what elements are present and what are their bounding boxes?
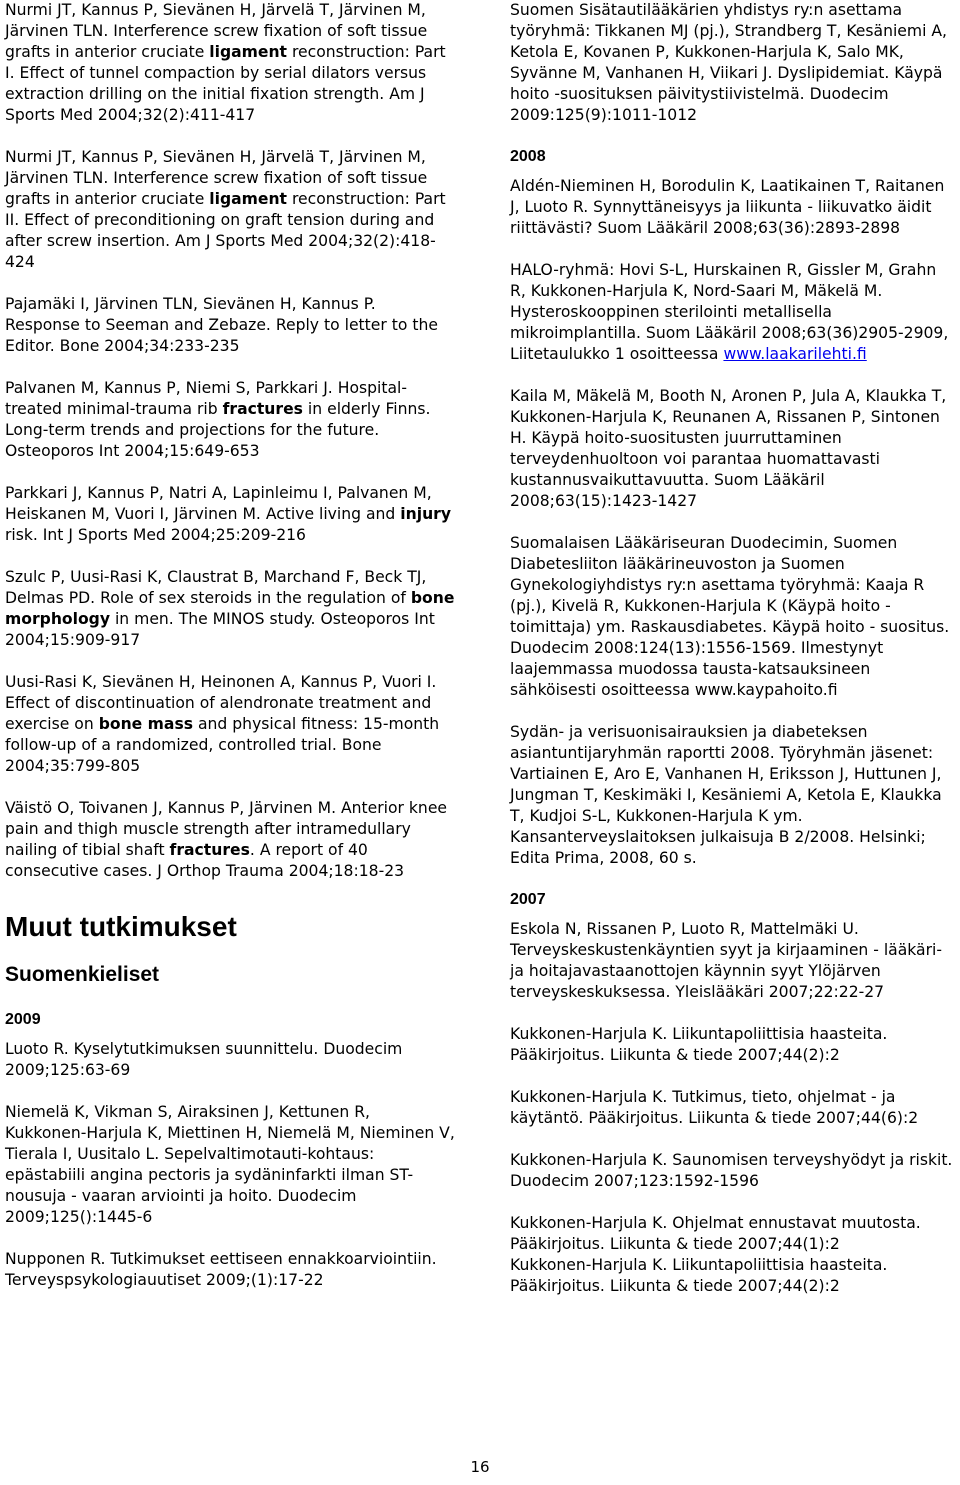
reference-text: Kaila M, Mäkelä M, Booth N, Aronen P, Jula A, Klaukka T, Kukkonen-Harjula K, Reunanen A, Rissanen P, Sintonen H. Käypä hoito-suositusten juurruttaminen terveydenhuoltoon voi parantaa huomattavasti kustannusvaikuttavuutta. Suom Lääkäril 2008;63(15):1423-1427 [510,387,952,510]
reference-text: Nupponen R. Tutkimukset eettiseen ennakkoarviointiin. Terveyspsykologiauutiset 2009;(1):17-22 [5,1250,442,1289]
highlighted-term: fractures [169,841,250,859]
reference-text: Eskola N, Rissanen P, Luoto R, Mattelmäki U. Terveyskeskustenkäyntien syyt ja kirjaaminen - lääkäri- ja hoitajavastaanottojen käynnin syyt Ylöjärven terveyskeskuksessa. Yleislääkäri 2007;22:22-27 [510,920,947,1001]
reference-entry [510,1213,955,1297]
reference-entry [510,176,955,239]
reference-text: Suomen Sisätautilääkärien yhdistys ry:n asettama työryhmä: Tikkanen MJ (pj.), Strandberg T, Kesäniemi A, Ketola E, Kovanen P, Kukkonen-Harjula K, Salo MK, Syvänne M, Vanhanen H, Viikari J. Dyslipidemiat. Käypä hoito -suosituksen päivitystiivistelmä. Duodecim 2009:125(9):1011-1012 [510,1,952,124]
reference-entry [5,1102,460,1228]
highlighted-term: bone mass [98,715,194,733]
reference-text: Kukkonen-Harjula K. Ohjelmat ennustavat muutosta. Pääkirjoitus. Liikunta & tiede 2007;44(1):2 [510,1214,926,1253]
subsection-heading: Suomenkieliset [5,963,160,986]
reference-entry [5,798,455,882]
page-number: 16 [470,1458,490,1476]
reference-entry [5,147,455,273]
reference-text: Pajamäki I, Järvinen TLN, Sievänen H, Kannus P. Response to Seeman and Zebaze. Reply to letter to the Editor. Bone 2004;34:233-235 [5,295,443,355]
reference-text: Sydän- ja verisuonisairauksien ja diabeteksen asiantuntijaryhmän raportti 2008. Työryhmän jäsenet: Vartiainen E, Aro E, Vanhanen H, Eriksson J, Huttunen J, Jungman T, Keskimäki I, Kesäniemi A, Ketola E, Klaukka T, Kudjoi S-L, Kukkonen-Harjula K ym. Kansanterveyslaitoksen julkaisuja B 2/2008. Helsinki; Edita Prima, 2008, 60 s. [510,723,947,867]
reference-text: reconstruction: Part II. Effect of preconditioning on graft tension during and after screw insertion. Am J Sports Med 2004;32(2):418-424 [5,190,451,271]
reference-entry [510,533,955,701]
highlighted-term: bone morphology [5,589,460,628]
reference-text: Luoto R. Kyselytutkimuksen suunnittelu. Duodecim 2009;125:63-69 [5,1040,408,1079]
year-heading: 2009 [5,1011,41,1028]
reference-text: and physical fitness: 15-month follow-up of a randomized, controlled trial. Bone 2004;35:799-805 [5,715,445,775]
reference-list [510,0,955,126]
reference-text: Szulc P, Uusi-Rasi K, Claustrat B, Marchand F, Beck TJ, Delmas PD. Role of sex steroids in the regulation of [5,568,432,607]
reference-text: Nurmi JT, Kannus P, Sievänen H, Järvelä T, Järvinen M, Järvinen TLN. Interference screw fixation of soft tissue grafts in anterior cruciate [5,148,433,208]
reference-list [510,176,955,869]
reference-text: risk. Int J Sports Med 2004;25:209-216 [5,505,456,544]
highlighted-term: ligament [209,190,288,208]
reference-text: Kukkonen-Harjula K. Liikuntapoliittisia haasteita. Pääkirjoitus. Liikunta & tiede 2007;44(2):2 [510,1025,893,1064]
reference-entry [510,386,955,512]
reference-text: HALO-ryhmä: Hovi S-L, Hurskainen R, Gissler M, Grahn R, Kukkonen-Harjula K, Nord-Saari M, Mäkelä M. Hysteroskooppinen sterilointi metallisella mikroimplantilla. Suom Lääkäril 2008;63(36)2905-2909, Liitetaulukko 1 osoitteessa [510,261,954,363]
reference-text: Nurmi JT, Kannus P, Sievänen H, Järvelä T, Järvinen M, Järvinen TLN. Interference screw fixation of soft tissue grafts in anterior cruciate [5,1,433,61]
year-heading: 2008 [510,148,546,165]
reference-list [5,1039,460,1291]
reference-link[interactable]: www.laakarilehti.fi [723,345,867,363]
reference-text: Suomalaisen Lääkäriseuran Duodecimin, Suomen Diabetesliiton lääkärineuvoston ja Suomen Gynekologiyhdistys ry:n asettama työryhmä: Kaaja R (pj.), Kivelä R, Kukkonen-Harjula K (Käypä hoito - toimittaja) ym. Raskausdiabetes. Käypä hoito - suositus. Duodecim 2008:124(13):1556-1569. Ilmestynyt laajemmassa muodossa tausta-katsauksineen sähköisesti osoitteessa www.kaypahoito.fi [510,534,955,699]
reference-text: Uusi-Rasi K, Sievänen H, Heinonen A, Kannus P, Vuori I. Effect of discontinuation of alendronate treatment and exercise on [5,673,442,733]
reference-text: Kukkonen-Harjula K. Liikuntapoliittisia haasteita. Pääkirjoitus. Liikunta & tiede 2007;44(2):2 [510,1256,888,1295]
left-column [5,0,460,1312]
reference-entry [510,1150,958,1192]
section-heading: Muut tutkimukset [5,911,237,942]
reference-entry [5,294,455,357]
reference-entry [510,919,955,1003]
reference-list [5,0,460,882]
reference-text: in elderly Finns. Long-term trends and projections for the future. Osteoporos Int 2004;15:649-653 [5,400,436,460]
reference-entry [5,0,455,126]
reference-entry [510,722,955,869]
reference-entry [510,1087,955,1129]
highlighted-term: injury [400,505,452,523]
reference-entry [510,260,955,365]
reference-entry [5,483,455,546]
reference-entry [5,1039,455,1081]
right-column [510,0,958,1318]
reference-text: Palvanen M, Kannus P, Niemi S, Parkkari J. Hospital-treated minimal-trauma rib [5,379,407,418]
reference-text: Väistö O, Toivanen J, Kannus P, Järvinen M. Anterior knee pain and thigh muscle strength after intramedullary nailing of tibial shaft [5,799,452,859]
highlighted-term: fractures [222,400,303,418]
reference-entry [5,567,460,651]
reference-entry [510,1024,955,1066]
reference-text: . A report of 40 consecutive cases. J Orthop Trauma 2004;18:18-23 [5,841,405,880]
reference-text: Parkkari J, Kannus P, Natri A, Lapinleimu I, Palvanen M, Heiskanen M, Vuori I, Järvinen M. Active living and [5,484,437,523]
reference-text: reconstruction: Part I. Effect of tunnel compaction by serial dilators versus extraction drilling on the initial fixation strength. Am J Sports Med 2004;32(2):411-417 [5,43,451,124]
reference-list [510,919,958,1297]
reference-text: Niemelä K, Vikman S, Airaksinen J, Kettunen R, Kukkonen-Harjula K, Miettinen H, Niemelä M, Nieminen V, Tierala I, Uusitalo L. Sepelvaltimotauti-kohtaus: epästabiili angina pectoris ja sydäninfarkti ilman ST-nousuja - vaaran arviointi ja hoito. Duodecim 2009;125():1445-6 [5,1103,460,1226]
reference-entry [5,672,455,777]
reference-text: Kukkonen-Harjula K. Tutkimus, tieto, ohjelmat - ja käytäntö. Pääkirjoitus. Liikunta & tiede 2007;44(6):2 [510,1088,919,1127]
reference-text: Kukkonen-Harjula K. Saunomisen terveyshyödyt ja riskit. Duodecim 2007;123:1592-1596 [510,1151,958,1190]
year-heading: 2007 [510,891,546,908]
reference-text: Aldén-Nieminen H, Borodulin K, Laatikainen T, Raitanen J, Luoto R. Synnyttäneisyys ja liikunta - liikuvatko äidit riittävästi? Suom Lääkäril 2008;63(36):2893-2898 [510,177,950,237]
reference-entry [5,378,455,462]
highlighted-term: ligament [209,43,288,61]
reference-entry [510,0,955,126]
reference-entry [5,1249,455,1291]
reference-text: in men. The MINOS study. Osteoporos Int 2004;15:909-917 [5,610,440,649]
